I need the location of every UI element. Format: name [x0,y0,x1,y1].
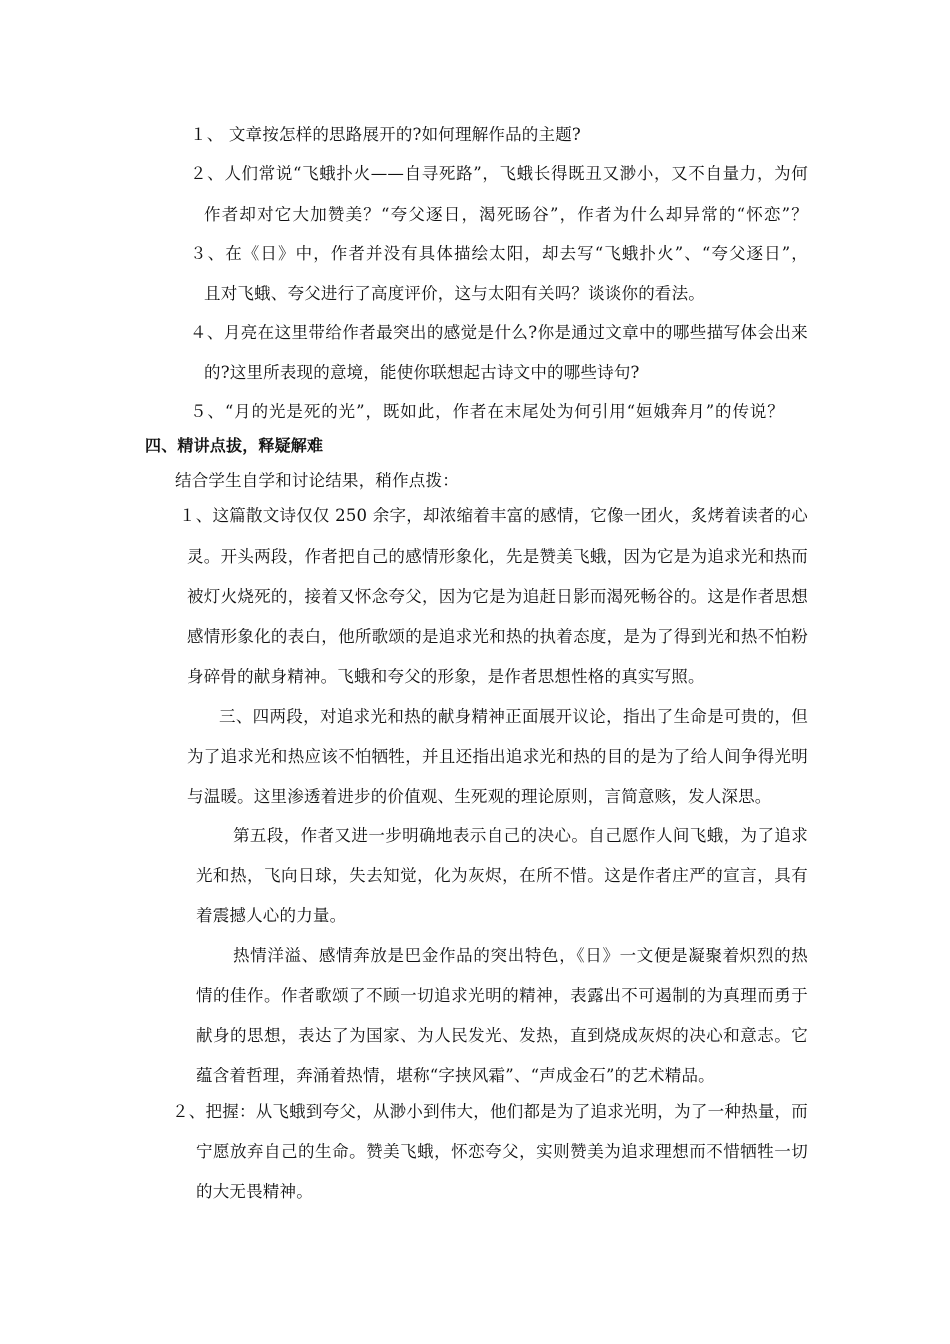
question-5: ５、“月的光是死的光”，既如此，作者在末尾处为何引用“姮娥奔月”的传说？ [190,402,784,421]
question-3-line-2: 且对飞蛾、夸父进行了高度评价，这与太阳有关吗？谈谈你的看法。 [204,284,705,303]
para-3-line-2: 光和热，飞向日球，失去知觉，化为灰烬，在所不惜。这是作者庄严的宣言，具有 [196,866,808,885]
point-2-line-2: 宁愿放弃自己的生命。赞美飞蛾，怀恋夸父，实则赞美为追求理想而不惜牺牲一切 [196,1142,808,1161]
question-4-line-1: ４、月亮在这里带给作者最突出的感觉是什么?你是通过文章中的哪些描写体会出来 [190,323,808,342]
para-2-line-2: 为了追求光和热应该不怕牺牲，并且还指出追求光和热的目的是为了给人间争得光明 [187,747,808,766]
section-heading: 四、精讲点拔，释疑解难 [145,436,324,455]
point-1-line-2: 灵。开头两段，作者把自己的感情形象化，先是赞美飞蛾，因为它是为追求光和热而 [187,547,808,566]
question-1: １、 文章按怎样的思路展开的?如何理解作品的主题? [190,125,581,144]
point-1-line-4: 感情形象化的表白，他所歌颂的是追求光和热的执着态度，是为了得到光和热不怕粉 [187,627,808,646]
para-2-line-3: 与温暖。这里渗透着进步的价值观、生死观的理论原则，言简意赅，发人深思。 [187,787,772,806]
point-1-line-1: １、这篇散文诗仅仅 250 余字，却浓缩着丰富的感情，它像一团火，炙烤着读者的心 [179,506,808,525]
point-2-line-1: ２、把握：从飞蛾到夸父，从渺小到伟大，他们都是为了追求光明，为了一种热量，而 [172,1102,808,1121]
point-1-line-5: 身碎骨的献身精神。飞蛾和夸父的形象，是作者思想性格的真实写照。 [187,667,705,686]
para-3-line-1: 第五段，作者又进一步明确地表示自己的决心。自己愿作人间飞蛾，为了追求 [233,826,808,845]
question-2-line-2: 作者却对它大加赞美？“夸父逐日，渴死旸谷”，作者为什么却异常的“怀恋”？ [204,205,808,224]
question-3-line-1: ３、在《日》中，作者并没有具体描绘太阳，却去写“飞蛾扑火”、“夸父逐日”， [190,244,808,263]
intro-text: 结合学生自学和讨论结果，稍作点拨： [175,471,459,490]
point-2-line-3: 的大无畏精神。 [196,1182,313,1201]
para-4-line-4: 蕴含着哲理，奔涌着热情，堪称“字挟风霜”、“声成金石”的艺术精品。 [196,1066,715,1085]
para-4-line-2: 情的佳作。作者歌颂了不顾一切追求光明的精神，表露出不可遏制的为真理而勇于 [196,986,808,1005]
point-1-line-3: 被灯火烧死的，接着又怀念夸父，因为它是为追赶日影而渴死畅谷的。这是作者思想 [187,587,808,606]
question-4-line-2: 的?这里所表现的意境，能使你联想起古诗文中的哪些诗句? [204,363,640,382]
para-3-line-3: 着震撼人心的力量。 [196,906,347,925]
para-4-line-1: 热情洋溢、感情奔放是巴金作品的突出特色，《日》一文便是凝聚着炽烈的热 [233,946,808,965]
para-4-line-3: 献身的思想，表达了为国家、为人民发光、发热，直到烧成灰烬的决心和意志。它 [196,1026,808,1045]
question-2-line-1: ２、人们常说“飞蛾扑火——自寻死路”，飞蛾长得既丑又渺小，又不自量力，为何 [190,164,808,183]
para-2-line-1: 三、四两段，对追求光和热的献身精神正面展开议论，指出了生命是可贵的，但 [219,707,808,726]
